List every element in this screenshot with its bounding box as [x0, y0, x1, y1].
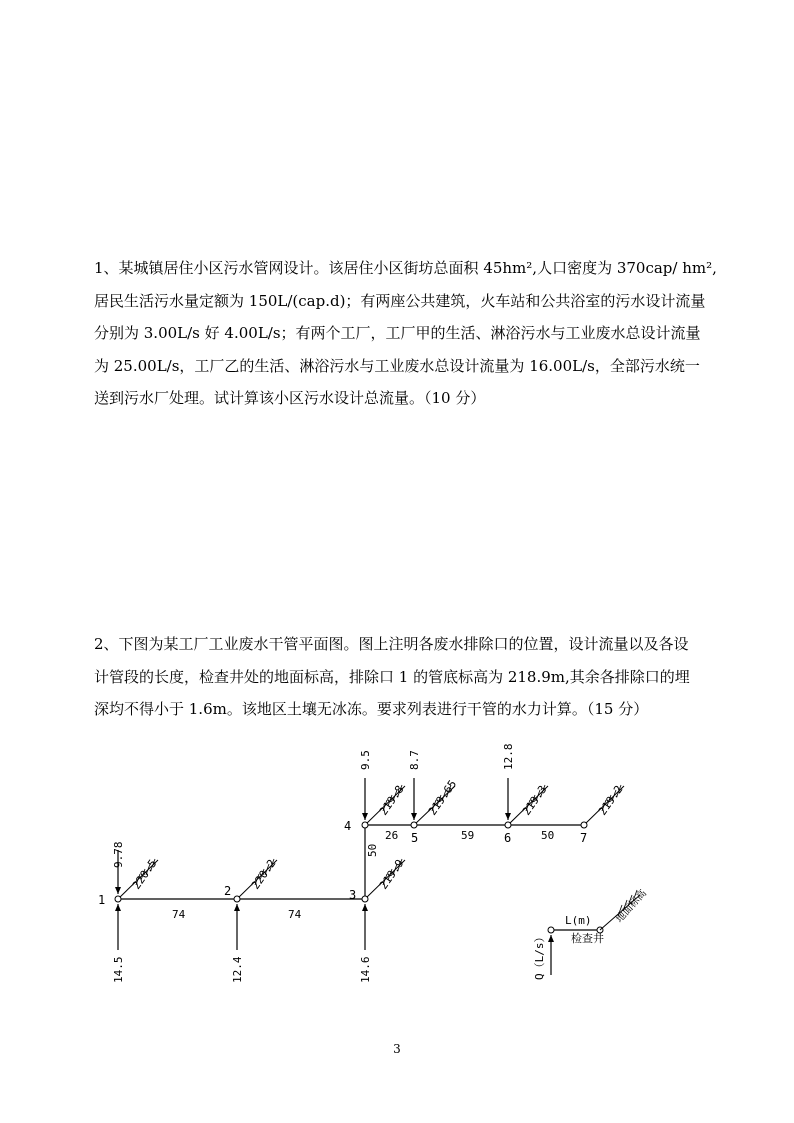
node-label: 2	[224, 884, 232, 898]
question-1-line: 送到污水厂处理。试计算该小区污水设计总流量。（10 分）	[94, 389, 486, 407]
legend-flow-label: Q（L/s）	[533, 931, 546, 980]
question-1-line: 分别为 3.00L/s 好 4.00L/s；有两个工厂，工厂甲的生活、淋浴污水与工业废水总设计流量	[94, 324, 701, 342]
question-1-line: 居民生活污水量定额为 150L/(cap.d)；有两座公共建筑，火车站和公共浴室的污水设计流量	[94, 291, 706, 310]
node-label: 7	[580, 831, 588, 845]
segment-length: 74	[288, 908, 302, 921]
ground-elevation: 219.9	[376, 857, 407, 892]
legend-length-label: L(m)	[565, 914, 592, 927]
ground-elevation: 219.3	[519, 783, 550, 818]
inflow-value: 14.5	[112, 956, 125, 983]
manhole-node-1	[115, 896, 121, 902]
node-label: 6	[504, 831, 512, 845]
manhole-node-5	[411, 822, 417, 828]
inflow-arrows	[118, 778, 508, 950]
inflow-value: 12.4	[231, 956, 244, 983]
inflow-value: 9.5	[359, 750, 372, 770]
segment-length: 50	[366, 843, 379, 857]
legend-elevation-label: 地面标高	[614, 887, 649, 926]
segment-length: 50	[541, 829, 555, 842]
segment-length: 59	[461, 829, 475, 842]
question-2	[94, 628, 734, 726]
ground-elevation: 220.2	[248, 857, 279, 892]
question-2-line: 2、下图为某工厂工业废水干管平面图。图上注明各废水排除口的位置，设计流量以及各设	[94, 635, 689, 653]
inflow-value: 9.78	[112, 841, 125, 868]
pipe-network-diagram	[0, 740, 794, 1000]
manhole-node-4	[362, 822, 368, 828]
node-label: 1	[98, 893, 106, 907]
inflow-value: 12.8	[502, 743, 515, 770]
ground-elevation: 220.5	[129, 857, 160, 892]
ground-elevation: 219.2	[595, 783, 626, 818]
segment-length: 26	[385, 829, 399, 842]
question-1-line: 为 25.00L/s，工厂乙的生活、淋浴污水与工业废水总设计流量为 16.00L/s，全部污水统一	[94, 356, 700, 375]
inflow-value: 8.7	[408, 750, 421, 770]
node-label: 5	[411, 831, 419, 845]
question-1-line: 1、某城镇居住小区污水管网设计。该居住小区街坊总面积 45hm²,人口密度为 370cap/ hm²,	[94, 259, 717, 277]
page-number: 3	[393, 1042, 401, 1056]
manhole-node-2	[234, 896, 240, 902]
ground-elevation: 219.8	[376, 783, 407, 818]
question-2-line: 深均不得小于 1.6m。该地区土壤无冰冻。要求列表进行干管的水力计算。（15 分）	[94, 700, 649, 718]
manhole-node-7	[581, 822, 587, 828]
diagram-legend	[533, 887, 649, 980]
node-label: 4	[344, 819, 352, 833]
segment-length: 74	[172, 908, 186, 921]
manhole-node-3	[362, 896, 368, 902]
legend-manhole-label: 检查井	[571, 932, 604, 945]
manhole-node-6	[505, 822, 511, 828]
question-2-line: 计管段的长度，检查井处的地面标高，排除口 1 的管底标高为 218.9m,其余各排除口的埋	[94, 667, 690, 686]
inflow-value: 14.6	[359, 956, 372, 983]
question-1	[94, 252, 734, 415]
node-label: 3	[349, 888, 357, 902]
elevation-leaders	[118, 786, 624, 899]
ground-elevation: 219.65	[425, 777, 460, 818]
